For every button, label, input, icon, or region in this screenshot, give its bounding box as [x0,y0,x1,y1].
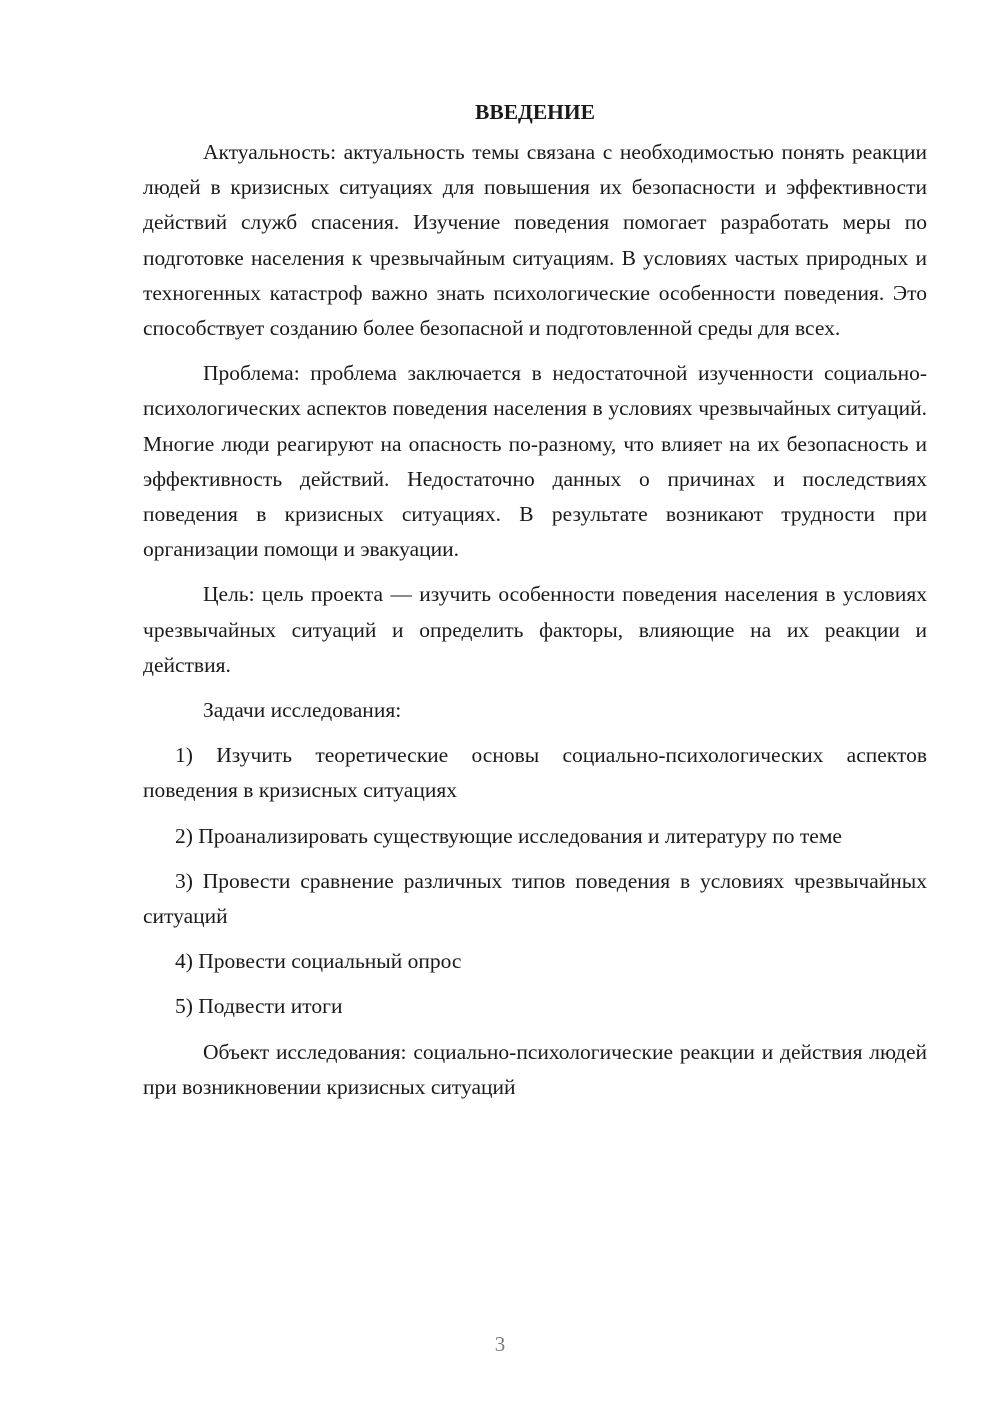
page-number: 3 [494,1332,506,1356]
task-item-3: 3) Провести сравнение различных типов поведения в условиях чрезвычайных ситуаций [143,868,927,929]
tasks-heading: Задачи исследования: [203,698,402,723]
problem-paragraph: Проблема: проблема заключается в недостаточной изученности социально-психологических аспектов поведения населения в условиях чрезвычайных ситуаций. Многие люди реагируют на опасность по-разному, что влияет на их безопасность и эффективность действий. Недостаточно данных о причинах и последствиях поведения в кризисных ситуациях. В результате возникают трудности при организации помощи и эвакуации. [143,361,927,562]
document-page [143,97,927,1115]
relevance-paragraph: Актуальность: актуальность темы связана с необходимостью понять реакции людей в кризисных ситуациях для повышения их безопасности и эффективности действий служб спасения. Изучение поведения помогает разработать меры по подготовке населения к чрезвычайным ситуациям. В условиях частых природных и техногенных катастроф важно знать психологические особенности поведения. Это способствует созданию более безопасной и подготовленной среды для всех. [143,140,927,341]
research-object-paragraph: Объект исследования: социально-психологические реакции и действия людей при возникновении кризисных ситуаций [143,1039,927,1099]
goal-paragraph: Цель: цель проекта — изучить особенности поведения населения в условиях чрезвычайных ситуаций и определить факторы, влияющие на их реакции и действия. [143,582,927,677]
task-item-4: 4) Провести социальный опрос [175,949,462,974]
task-item-2: 2) Проанализировать существующие исследования и литературу по теме [175,823,842,848]
task-item-1: 1) Изучить теоретические основы социально-психологических аспектов поведения в кризисных ситуациях [143,743,927,803]
task-item-5: 5) Подвести итоги [175,994,343,1019]
page-title: ВВЕДЕНИЕ [475,100,595,124]
